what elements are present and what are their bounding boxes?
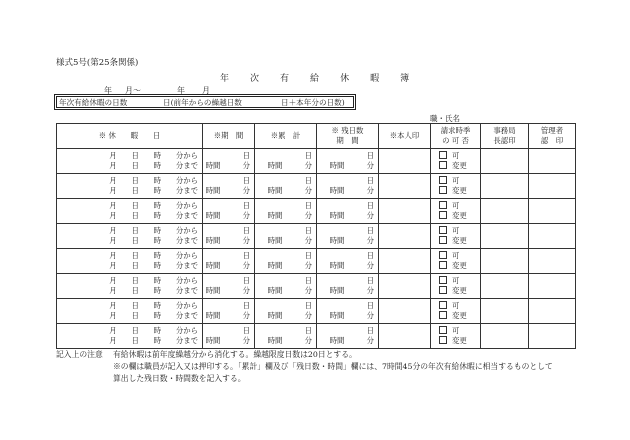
manager-seal-cell[interactable] [529,149,576,174]
remaining-cell[interactable]: 日 時間 分 [317,324,379,349]
timing-approval-cell: 可 変更 [431,274,481,299]
header-remaining: ※ 残日数 期 間 [317,124,379,149]
leave-date-cell[interactable]: 月 日 時 分から 月 日 時 分まで [57,199,203,224]
period-year-end: 年 [177,86,185,95]
header-leave-dates: ※ 休 暇 日 [57,124,203,149]
header-office-director-seal: 事務局 長認印 [481,124,529,149]
remaining-cell[interactable]: 日 時間 分 [317,249,379,274]
office-director-seal-cell[interactable] [481,324,529,349]
title-char: 給 [310,74,320,84]
checkbox-allow[interactable] [439,301,447,309]
checkbox-allow[interactable] [439,201,447,209]
header-manager-seal: 管理者 認 印 [529,124,576,149]
note-line-3: 算出した残日数・時間数を記入する。 [113,374,246,383]
manager-seal-cell[interactable] [529,199,576,224]
checkbox-change[interactable] [439,236,447,244]
entry-notes [56,349,553,385]
office-director-seal-cell[interactable] [481,174,529,199]
leave-date-cell[interactable]: 月 日 時 分から 月 日 時 分まで [57,224,203,249]
checkbox-allow[interactable] [439,251,447,259]
office-director-seal-cell[interactable] [481,249,529,274]
remaining-cell[interactable]: 日 時間 分 [317,299,379,324]
personal-seal-cell[interactable] [379,149,431,174]
period-month-start: 月～ [125,86,141,95]
manager-seal-cell[interactable] [529,324,576,349]
checkbox-change[interactable] [439,336,447,344]
leave-ledger-table [56,123,576,349]
checkbox-change[interactable] [439,211,447,219]
remaining-cell[interactable]: 日 時間 分 [317,149,379,174]
checkbox-change[interactable] [439,186,447,194]
checkbox-change[interactable] [439,286,447,294]
table-row [57,224,576,249]
office-director-seal-cell[interactable] [481,299,529,324]
table-row [57,324,576,349]
manager-seal-cell[interactable] [529,224,576,249]
personal-seal-cell[interactable] [379,224,431,249]
office-director-seal-cell[interactable] [481,224,529,249]
personal-seal-cell[interactable] [379,199,431,224]
annual-leave-summary [56,96,354,108]
period-range [104,85,210,96]
checkbox-allow[interactable] [439,151,447,159]
personal-seal-cell[interactable] [379,249,431,274]
timing-approval-cell: 可 変更 [431,299,481,324]
note-line-1: 記入上の注意 有給休暇は前年度繰越分から消化する。繰越限度日数は20日とする。 [56,350,357,359]
personal-seal-cell[interactable] [379,299,431,324]
checkbox-change[interactable] [439,261,447,269]
duration-cell[interactable]: 日 時間 分 [203,174,255,199]
cumulative-cell[interactable]: 日 時間 分 [255,199,317,224]
checkbox-allow[interactable] [439,276,447,284]
table-row [57,149,576,174]
office-director-seal-cell[interactable] [481,199,529,224]
manager-seal-cell[interactable] [529,174,576,199]
checkbox-allow[interactable] [439,326,447,334]
cumulative-cell[interactable]: 日 時間 分 [255,299,317,324]
duration-cell[interactable]: 日 時間 分 [203,224,255,249]
summary-days-label: 年次有給休暇の日数 [59,98,128,107]
title-char: 次 [250,74,260,84]
table-header-row [57,124,576,149]
cumulative-cell[interactable]: 日 時間 分 [255,149,317,174]
timing-approval-cell: 可 変更 [431,199,481,224]
timing-approval-cell: 可 変更 [431,324,481,349]
leave-date-cell[interactable]: 月 日 時 分から 月 日 時 分まで [57,249,203,274]
duration-cell[interactable]: 日 時間 分 [203,249,255,274]
cumulative-cell[interactable]: 日 時間 分 [255,174,317,199]
remaining-cell[interactable]: 日 時間 分 [317,274,379,299]
period-year-start: 年 [104,86,112,95]
cumulative-cell[interactable]: 日 時間 分 [255,324,317,349]
summary-carryover-label: 日(前年からの繰越日数 [163,98,242,107]
duration-cell[interactable]: 日 時間 分 [203,299,255,324]
timing-approval-cell: 可 変更 [431,174,481,199]
table-row [57,199,576,224]
timing-approval-cell: 可 変更 [431,224,481,249]
personal-seal-cell[interactable] [379,324,431,349]
timing-approval-cell: 可 変更 [431,149,481,174]
cumulative-cell[interactable]: 日 時間 分 [255,274,317,299]
duration-cell[interactable]: 日 時間 分 [203,149,255,174]
checkbox-allow[interactable] [439,226,447,234]
remaining-cell[interactable]: 日 時間 分 [317,174,379,199]
checkbox-change[interactable] [439,311,447,319]
leave-date-cell[interactable]: 月 日 時 分から 月 日 時 分まで [57,149,203,174]
leave-date-cell[interactable]: 月 日 時 分から 月 日 時 分まで [57,274,203,299]
cumulative-cell[interactable]: 日 時間 分 [255,224,317,249]
leave-date-cell[interactable]: 月 日 時 分から 月 日 時 分まで [57,299,203,324]
remaining-cell[interactable]: 日 時間 分 [317,199,379,224]
manager-seal-cell[interactable] [529,274,576,299]
duration-cell[interactable]: 日 時間 分 [203,199,255,224]
title-char: 有 [280,74,290,84]
leave-date-cell[interactable]: 月 日 時 分から 月 日 時 分まで [57,324,203,349]
duration-cell[interactable]: 日 時間 分 [203,324,255,349]
remaining-cell[interactable]: 日 時間 分 [317,224,379,249]
period-month-end: 月 [202,86,210,95]
personal-seal-cell[interactable] [379,174,431,199]
leave-date-cell[interactable]: 月 日 時 分から 月 日 時 分まで [57,174,203,199]
office-director-seal-cell[interactable] [481,274,529,299]
duration-cell[interactable]: 日 時間 分 [203,274,255,299]
checkbox-allow[interactable] [439,176,447,184]
table-row [57,299,576,324]
header-timing-approval: 請求時季 の 可 否 [431,124,481,149]
table-row [57,174,576,199]
form-number: 様式5号(第25条関係) [56,58,139,68]
personal-seal-cell[interactable] [379,274,431,299]
title-char: 暇 [370,74,380,84]
manager-seal-cell[interactable] [529,299,576,324]
table-row [57,249,576,274]
title-char: 休 [340,74,350,84]
title-char: 年 [220,74,230,84]
checkbox-change[interactable] [439,161,447,169]
note-line-2: ※の欄は職員が記入又は押印する。「累計」欄及び「残日数・時間」欄には、7時間45分の年次有給休暇に相当するものとして [113,362,553,371]
employee-name-label: 職・氏名 [430,114,460,123]
header-cumulative: ※累 計 [255,124,317,149]
cumulative-cell[interactable]: 日 時間 分 [255,249,317,274]
timing-approval-cell: 可 変更 [431,249,481,274]
office-director-seal-cell[interactable] [481,149,529,174]
manager-seal-cell[interactable] [529,249,576,274]
title-char: 簿 [400,74,410,84]
summary-current-year-label: 日＋本年分の日数) [281,98,345,107]
header-personal-seal: ※本人印 [379,124,431,149]
table-row [57,274,576,299]
page-title [220,71,430,84]
header-duration: ※期 間 [203,124,255,149]
